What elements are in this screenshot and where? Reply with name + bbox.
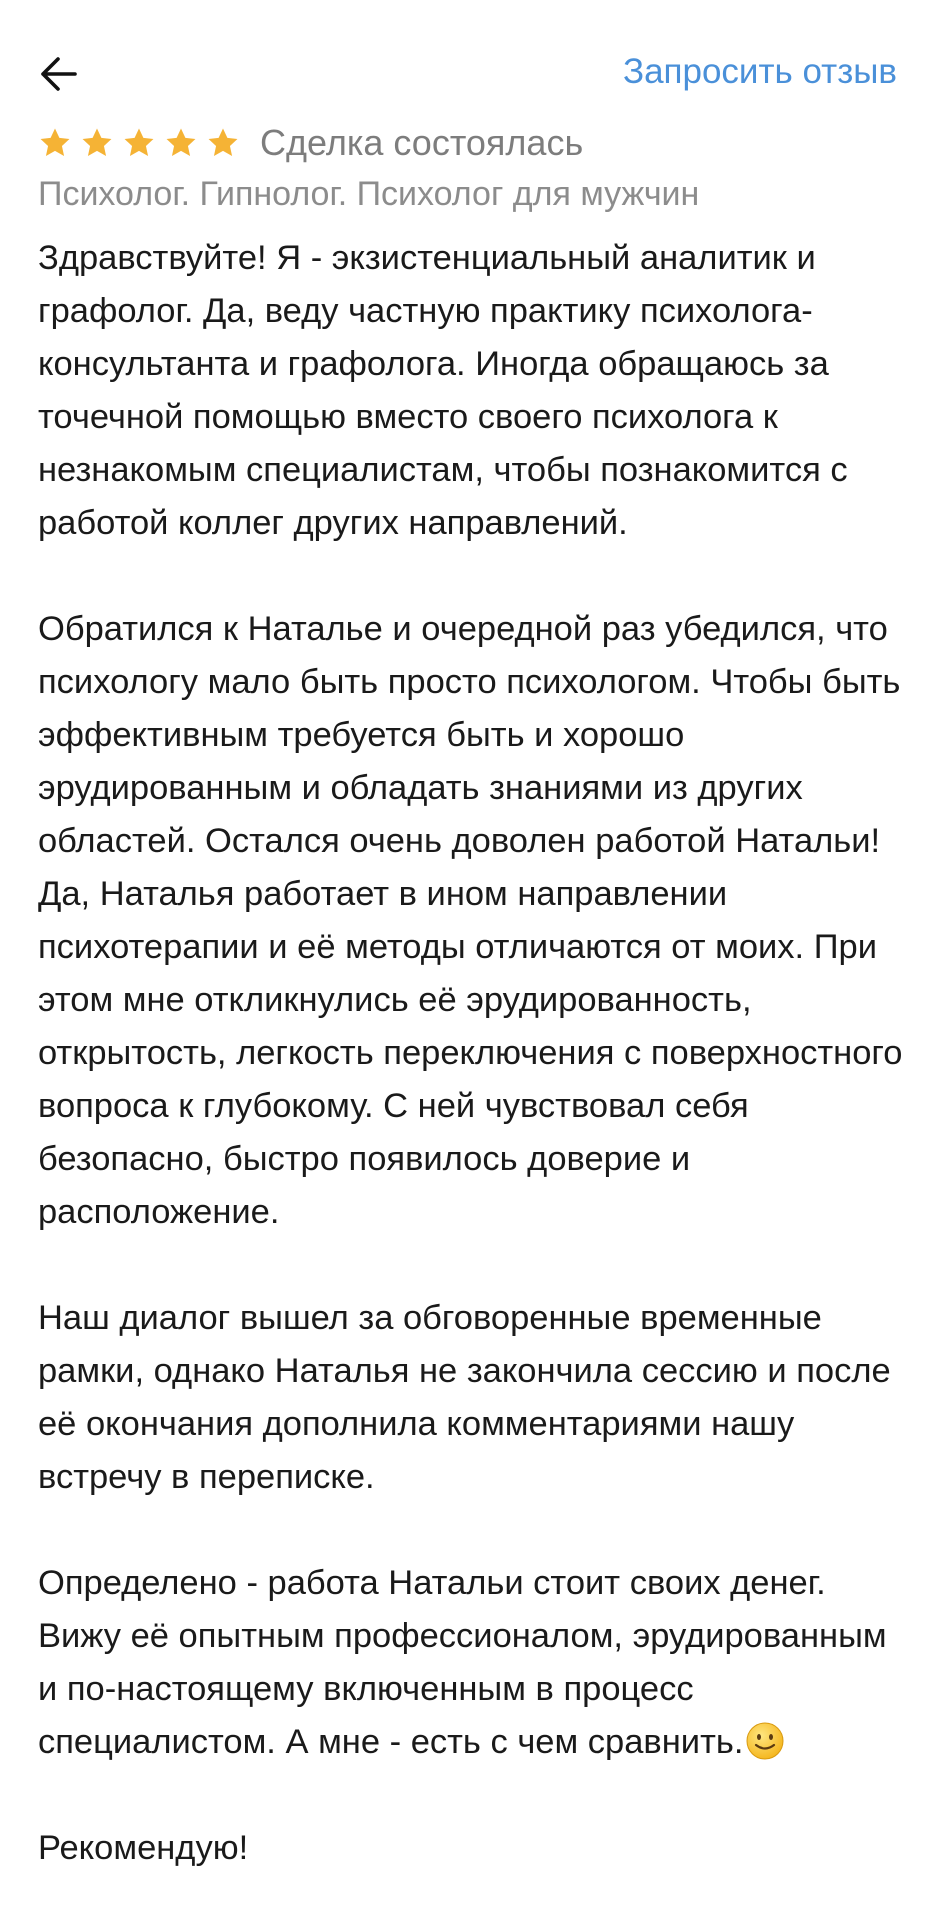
review-paragraph-with-emoji bbox=[38, 1557, 908, 1769]
arrow-left-icon bbox=[38, 56, 78, 92]
review-paragraph: Определено - работа Натальи стоит своих денег. Вижу её опытным профессионалом, эрудированным и по-настоящему включенным в процесс специалистом. А мне - есть с чем сравнить. bbox=[38, 1564, 887, 1761]
review-paragraph: Здравствуйте! Я - экзистенциальный аналитик и графолог. Да, веду частную практику психолога-консультанта и графолога. Иногда обращаюсь за точечной помощью вместо своего психолога к незнакомым специалистам, чтобы познакомится с работой коллег других направлений. bbox=[38, 239, 848, 542]
star-icon bbox=[80, 126, 114, 160]
star-icon bbox=[164, 126, 198, 160]
review-paragraph: Наш диалог вышел за обговоренные временные рамки, однако Наталья не закончила сессию и после её окончания дополнила комментариями нашу встречу в переписке. bbox=[38, 1299, 891, 1496]
star-icon bbox=[38, 126, 72, 160]
rating-row bbox=[38, 120, 583, 166]
star-rating bbox=[38, 126, 248, 160]
star-icon bbox=[122, 126, 156, 160]
back-button[interactable] bbox=[38, 42, 102, 106]
review-text bbox=[38, 232, 908, 1875]
review-paragraph: Рекомендую! bbox=[38, 1829, 249, 1867]
request-review-link[interactable]: Запросить отзыв bbox=[622, 52, 897, 91]
slightly-smiling-face-icon bbox=[745, 1721, 785, 1761]
review-paragraph: Обратился к Наталье и очередной раз убедился, что психологу мало быть просто психологом. Чтобы быть эффективным требуется быть и хорошо эрудированным и обладать знаниями из других областей. Остался очень доволен работой Натальи! Да, Наталья работает в ином направлении психотерапии и её методы отличаются от моих. При этом мне откликнулись её эрудированность, открытость, легкость переключения с поверхностного вопроса к глубокому. С ней чувствовал себя безопасно, быстро появилось доверие и расположение. bbox=[38, 610, 903, 1231]
deal-status-label: Сделка состоялась bbox=[260, 122, 584, 163]
star-icon bbox=[206, 126, 240, 160]
specialist-title: Психолог. Гипнолог. Психолог для мужчин bbox=[38, 175, 700, 213]
